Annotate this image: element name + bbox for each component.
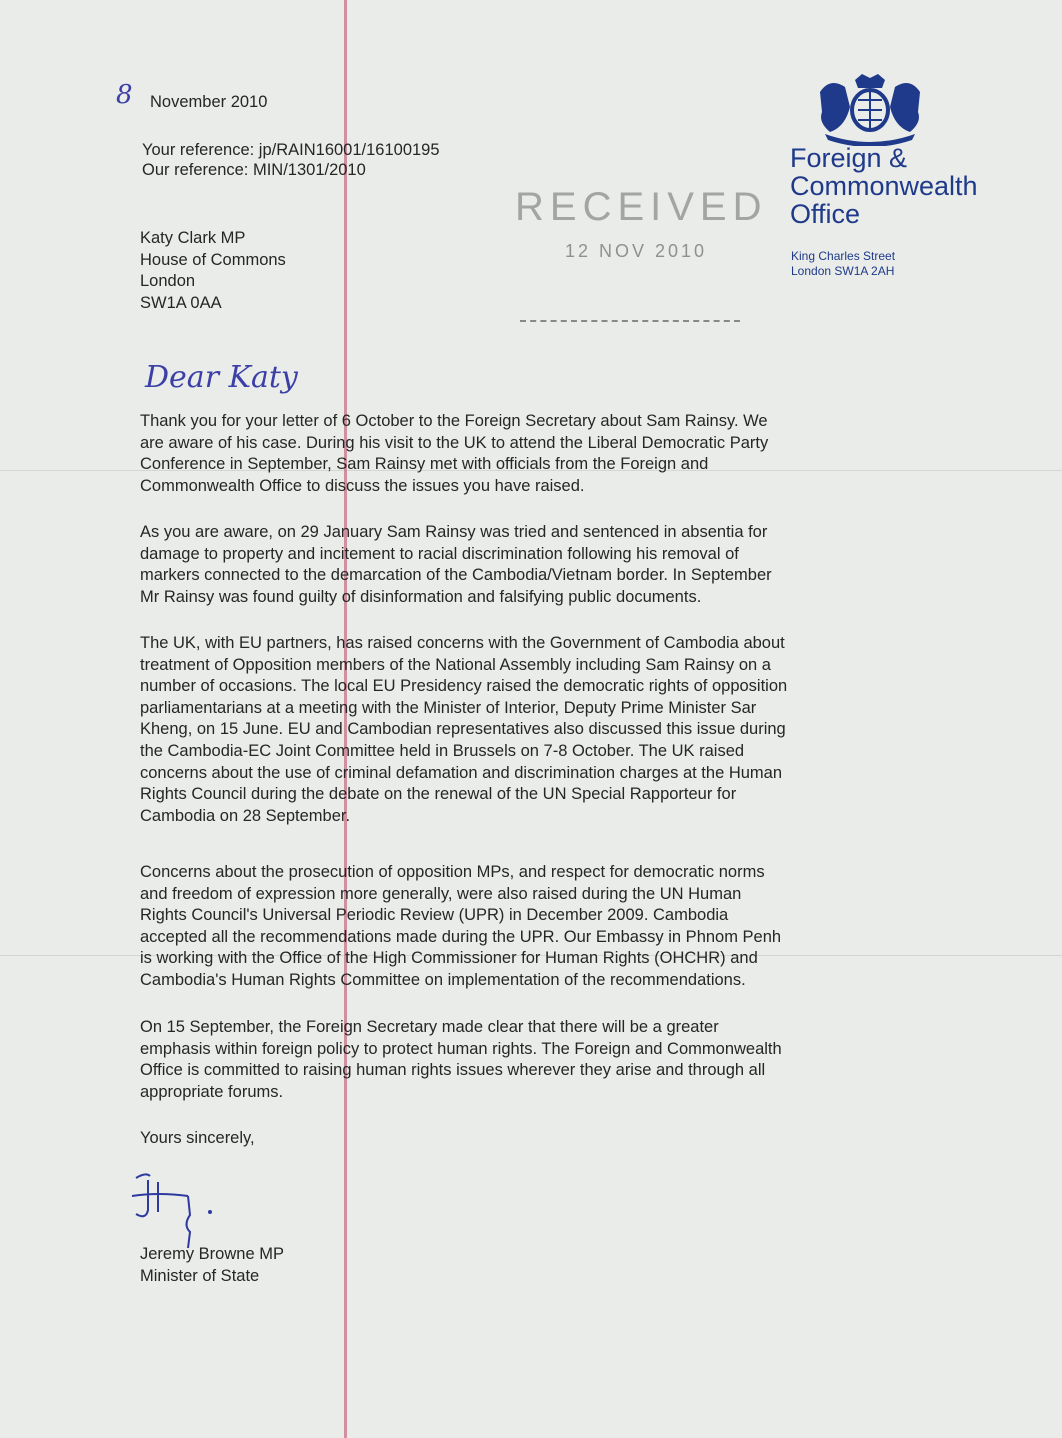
body-line: accepted all the recommendations made during the UPR. Our Embassy in Phnom Penh: [140, 927, 782, 946]
our-reference: Our reference: MIN/1301/2010: [142, 161, 366, 179]
fco-wordmark: [790, 144, 978, 228]
body-line: emphasis within foreign policy to protect human rights. The Foreign and Commonwealth: [140, 1039, 782, 1058]
body-line: damage to property and incitement to racial discrimination following his removal of: [140, 544, 739, 563]
recipient-address: [140, 228, 286, 314]
fco-address-line: King Charles Street: [791, 249, 896, 263]
body-paragraph: [140, 1017, 782, 1103]
body-line: the Cambodia-EC Joint Committee held in Brussels on 7-8 October. The UK raised: [140, 741, 745, 760]
body-line: Rights Council's Universal Periodic Review (UPR) in December 2009. Cambodia: [140, 906, 729, 925]
royal-coat-of-arms-logo: [800, 72, 940, 146]
closing: Yours sincerely,: [140, 1129, 255, 1147]
stamp-date: 12 NOV 2010: [565, 241, 708, 261]
body-line: As you are aware, on 29 January Sam Rainsy was tried and sentenced in absentia for: [140, 523, 768, 541]
body-line: appropriate forums.: [140, 1082, 284, 1101]
handwritten-salutation: Dear Katy: [145, 360, 298, 395]
signatory-name: Jeremy Browne MP: [140, 1245, 284, 1263]
stamp-underline: [520, 320, 740, 322]
fco-line: Commonwealth: [790, 171, 978, 201]
fco-line: Foreign &: [790, 143, 908, 173]
body-line: concerns about the use of criminal defamation and discrimination charges at the Human: [140, 763, 783, 782]
your-reference: Your reference: jp/RAIN16001/16100195: [142, 141, 440, 159]
body-paragraph: [140, 411, 768, 497]
body-paragraph: [140, 633, 787, 827]
body-line: Commonwealth Office to discuss the issues you have raised.: [140, 476, 585, 495]
stamp-word: RECEIVED: [515, 185, 768, 229]
body-line: is working with the Office of the High Commissioner for Human Rights (OHCHR) and: [140, 949, 758, 968]
address-line: SW1A 0AA: [140, 293, 222, 312]
body-paragraph: [140, 522, 772, 608]
fco-address-line: London SW1A 2AH: [791, 264, 895, 278]
body-line: Mr Rainsy was found guilty of disinformation and falsifying public documents.: [140, 587, 702, 606]
received-stamp: [515, 185, 768, 280]
body-line: parliamentarians at a meeting with the Minister of Interior, Deputy Prime Minister Sar: [140, 698, 757, 717]
fco-address: [791, 249, 895, 279]
body-line: are aware of his case. During his visit to the UK to attend the Liberal Democratic Party: [140, 433, 769, 452]
address-line: House of Commons: [140, 250, 286, 269]
fco-line: Office: [790, 199, 861, 229]
handwritten-day: 8: [116, 80, 133, 110]
signature: [128, 1170, 228, 1250]
body-line: Kheng, on 15 June. EU and Cambodian representatives also discussed this issue during: [140, 720, 786, 739]
body-line: number of occasions. The local EU Presidency raised the democratic rights of opposition: [140, 677, 788, 696]
body-line: Cambodia on 28 September.: [140, 806, 351, 825]
body-line: Office is committed to raising human rights issues wherever they arise and through all: [140, 1061, 766, 1080]
letter-date: November 2010: [150, 93, 268, 111]
body-line: Rights Council during the debate on the renewal of the UN Special Rapporteur for: [140, 785, 737, 804]
signatory-title: Minister of State: [140, 1267, 260, 1285]
body-line: Cambodia's Human Rights Committee on implementation of the recommendations.: [140, 970, 746, 989]
body-line: On 15 September, the Foreign Secretary made clear that there will be a greater: [140, 1018, 719, 1036]
body-line: Concerns about the prosecution of opposition MPs, and respect for democratic norms: [140, 863, 765, 881]
body-line: and freedom of expression more generally, were also raised during the UN Human: [140, 884, 742, 903]
body-line: Conference in September, Sam Rainsy met with officials from the Foreign and: [140, 455, 709, 474]
body-paragraph: [140, 862, 781, 992]
address-line: Katy Clark MP: [140, 229, 246, 247]
body-line: Thank you for your letter of 6 October to the Foreign Secretary about Sam Rainsy. We: [140, 412, 768, 430]
body-line: treatment of Opposition members of the National Assembly including Sam Rainsy on a: [140, 655, 771, 674]
body-line: The UK, with EU partners, has raised concerns with the Government of Cambodia about: [140, 634, 785, 652]
address-line: London: [140, 272, 196, 291]
body-line: markers connected to the demarcation of the Cambodia/Vietnam border. In September: [140, 566, 772, 585]
